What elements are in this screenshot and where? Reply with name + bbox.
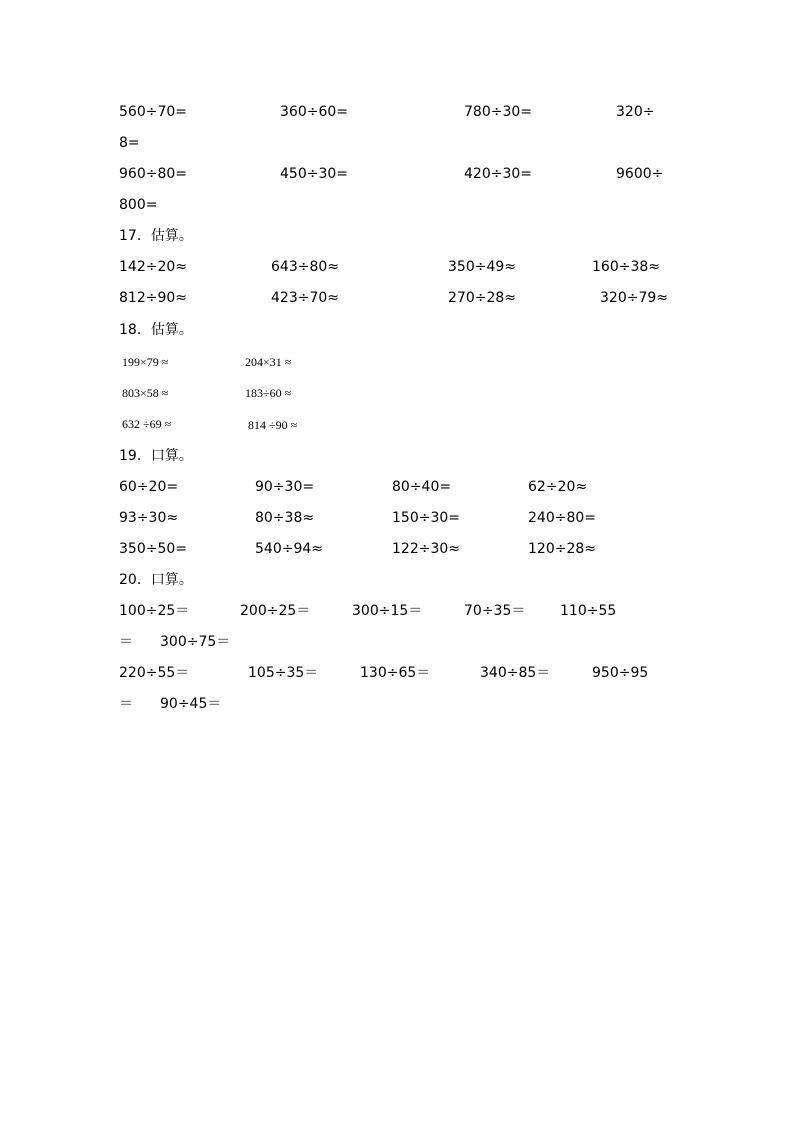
question-17-heading: 17．估算。 [119, 228, 193, 244]
problem-320-8: 320÷ [616, 104, 655, 120]
question-19-heading: 19．口算。 [119, 448, 193, 464]
estimate-812-90: 812÷90≈ [119, 290, 187, 306]
calc-90-30: 90÷30= [255, 479, 315, 495]
problem-450-30: 450÷30= [280, 166, 348, 182]
calc-110-55-wrap: ＝ [119, 634, 133, 650]
problem-360-60: 360÷60= [280, 104, 348, 120]
calc-950-95-wrap: ＝ [119, 696, 133, 712]
calc-100-25: 100÷25＝ [119, 603, 190, 619]
problem-560-70: 560÷70= [119, 104, 187, 120]
calc-120-28: 120÷28≈ [528, 541, 596, 557]
estimate-632-69: 632 ÷69 ≈ [122, 417, 172, 431]
calc-62-20: 62÷20≈ [528, 479, 588, 495]
estimate-423-70: 423÷70≈ [271, 290, 339, 306]
estimate-803x58: 803×58 ≈ [122, 386, 169, 400]
estimate-199x79: 199×79 ≈ [122, 355, 169, 369]
calc-300-15: 300÷15＝ [352, 603, 423, 619]
calc-240-80: 240÷80= [528, 510, 596, 526]
estimate-160-38: 160÷38≈ [592, 259, 660, 275]
calc-60-20: 60÷20= [119, 479, 179, 495]
calc-70-35: 70÷35＝ [464, 603, 526, 619]
estimate-270-28: 270÷28≈ [448, 290, 516, 306]
estimate-142-20: 142÷20≈ [119, 259, 187, 275]
question-20-heading: 20．口算。 [119, 572, 193, 588]
calc-350-50: 350÷50= [119, 541, 187, 557]
question-18-heading: 18．估算。 [119, 322, 193, 338]
calc-540-94: 540÷94≈ [255, 541, 323, 557]
calc-300-75: 300÷75＝ [160, 634, 231, 650]
calc-90-45: 90÷45＝ [160, 696, 222, 712]
calc-122-30: 122÷30≈ [392, 541, 460, 557]
problem-960-80: 960÷80= [119, 166, 187, 182]
estimate-320-79: 320÷79≈ [600, 290, 668, 306]
calc-110-55: 110÷55 [560, 603, 617, 619]
problem-9600-800-wrap: 800= [119, 197, 158, 213]
estimate-350-49: 350÷49≈ [448, 259, 516, 275]
problem-320-8-wrap: 8= [119, 135, 140, 151]
calc-340-85: 340÷85＝ [480, 665, 551, 681]
calc-200-25: 200÷25＝ [240, 603, 311, 619]
calc-130-65: 130÷65＝ [360, 665, 431, 681]
problem-780-30: 780÷30= [464, 104, 532, 120]
calc-80-40: 80÷40= [392, 479, 452, 495]
calc-150-30: 150÷30= [392, 510, 460, 526]
calc-80-38: 80÷38≈ [255, 510, 315, 526]
problem-9600-800: 9600÷ [616, 166, 664, 182]
problem-420-30: 420÷30= [464, 166, 532, 182]
calc-950-95: 950÷95 [592, 665, 649, 681]
estimate-183-60: 183÷60 ≈ [245, 386, 292, 400]
calc-105-35: 105÷35＝ [248, 665, 319, 681]
calc-220-55: 220÷55＝ [119, 665, 190, 681]
estimate-814-90: 814 ÷90 ≈ [248, 418, 298, 432]
estimate-643-80: 643÷80≈ [271, 259, 339, 275]
calc-93-30: 93÷30≈ [119, 510, 179, 526]
estimate-204x31: 204×31 ≈ [245, 355, 292, 369]
